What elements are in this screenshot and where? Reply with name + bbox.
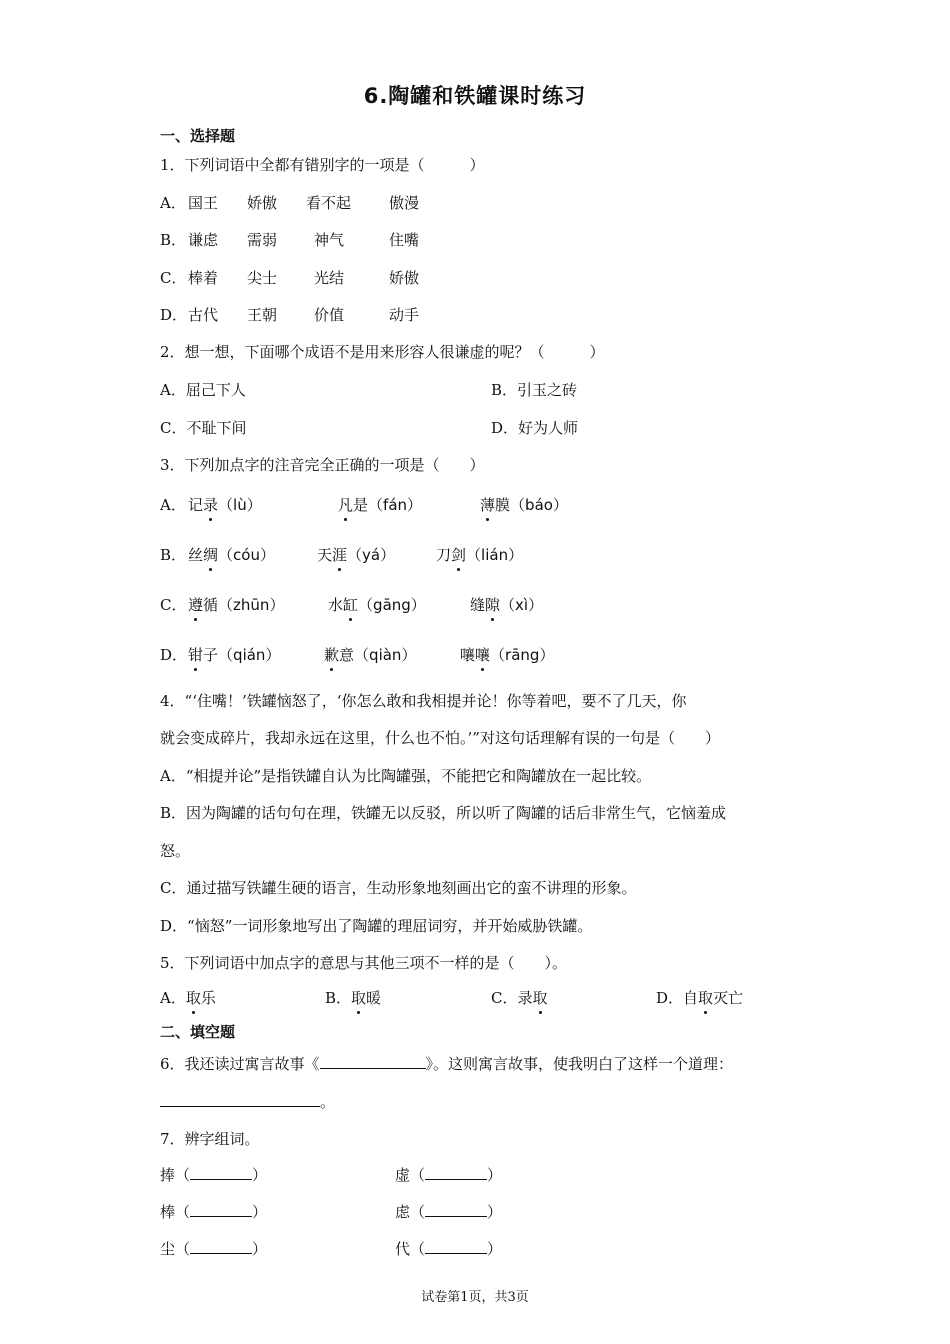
option-b (160, 230, 860, 250)
question-6: 6．我还读过寓言故事《 》。这则寓言故事，使我明白了这样一个道理： (160, 1055, 734, 1073)
pinyin-item: 凡是（fán） (338, 496, 423, 514)
option-word: 傲漫 (389, 194, 420, 212)
option-word: 光结 (314, 269, 345, 287)
option-letter: D． (160, 306, 188, 324)
option-word: 国王 (188, 194, 219, 212)
option-word: 尖士 (247, 269, 278, 287)
question-4-stem-line2: 就会变成碎片，我却永远在这里，什么也不怕。’”对这句话理解有误的一句是（ ） (160, 729, 720, 747)
answer-blank[interactable] (425, 1239, 487, 1254)
option-letter: C． (160, 596, 187, 614)
option-word: 需弱 (247, 231, 278, 249)
pinyin-item: 丝绸（cóu） (188, 546, 275, 564)
answer-blank[interactable] (160, 1092, 320, 1107)
pinyin-item: 钳子（qián） (188, 646, 281, 664)
pinyin-item: 缝隙（xì） (470, 596, 544, 614)
option-d: D．好为人师 (491, 419, 579, 437)
pinyin-item: 遵循（zhūn） (188, 596, 285, 614)
question-3-stem: 3．下列加点字的注音完全正确的一项是（ ） (160, 456, 485, 474)
answer-blank[interactable] (190, 1239, 252, 1254)
option-letter: C． (160, 269, 187, 287)
option-c (160, 595, 860, 617)
option-letter: A． (160, 496, 186, 514)
question-7-stem: 7．辨字组词。 (160, 1130, 260, 1148)
option-word: 价值 (314, 306, 345, 324)
option-b: B．取暖 (325, 989, 382, 1007)
answer-blank[interactable] (190, 1165, 252, 1180)
option-word: 棒着 (188, 269, 219, 287)
option-word: 谦虑 (188, 231, 219, 249)
option-b-line2: 怒。 (160, 842, 191, 860)
option-a: A．取乐 (160, 989, 216, 1007)
option-letter: B． (160, 231, 187, 249)
option-b (160, 545, 860, 567)
option-c: C．通过描写铁罐生硬的语言，生动形象地刻画出它的蛮不讲理的形象。 (160, 879, 637, 897)
answer-blank[interactable] (320, 1054, 426, 1069)
word-group-item: 捧（ ） (160, 1166, 268, 1184)
word-group-item: 棒（ ） (160, 1203, 268, 1221)
option-word: 动手 (389, 306, 420, 324)
word-group-item: 代（ ） (395, 1240, 503, 1258)
option-b: B．引玉之砖 (491, 381, 578, 399)
option-c: C．录取 (491, 989, 548, 1007)
section-heading-fill: 二、填空题 (160, 1023, 236, 1041)
pinyin-item: 刀剑（lián） (436, 546, 524, 564)
pinyin-item: 嚷嚷（rāng） (460, 646, 555, 664)
option-a: A．“相提并论”是指铁罐自认为比陶罐强，不能把它和陶罐放在一起比较。 (160, 767, 652, 785)
option-d: D．自取灭亡 (656, 989, 744, 1007)
option-letter: B． (160, 546, 187, 564)
page-title: 6.陶罐和铁罐课时练习 (363, 84, 587, 108)
option-d: D．“恼怒”一词形象地写出了陶罐的理屈词穷，并开始威胁铁罐。 (160, 917, 593, 935)
question-5-stem: 5．下列词语中加点字的意思与其他三项不一样的是（ ）。 (160, 954, 568, 972)
option-word: 古代 (188, 306, 219, 324)
word-group-item: 尘（ ） (160, 1240, 268, 1258)
option-a: A．屈己下人 (160, 381, 246, 399)
section-heading-choice: 一、选择题 (160, 127, 236, 145)
option-word: 娇傲 (389, 269, 420, 287)
word-group-item: 虚（ ） (395, 1166, 503, 1184)
answer-blank[interactable] (425, 1202, 487, 1217)
question-2-stem: 2．想一想，下面哪个成语不是用来形容人很谦虚的呢？（ ） (160, 343, 605, 361)
option-word: 住嘴 (389, 231, 420, 249)
word-group-item: 虑（ ） (395, 1203, 503, 1221)
pinyin-item: 天涯（yá） (317, 546, 396, 564)
option-word: 神气 (314, 231, 345, 249)
page-footer: 试卷第1页，共3页 (421, 1290, 529, 1305)
answer-blank[interactable] (425, 1165, 487, 1180)
option-word: 王朝 (247, 306, 278, 324)
option-word: 娇傲 (247, 194, 278, 212)
pinyin-item: 记录（lù） (188, 496, 262, 514)
pinyin-item: 歉意（qiàn） (324, 646, 417, 664)
option-letter: A． (160, 194, 186, 212)
option-a (160, 193, 860, 213)
question-4-stem-line1: 4．“‘住嘴！’铁罐恼怒了，‘你怎么敢和我相提并论！你等着吧，要不了几天，你 (160, 692, 687, 710)
pinyin-item: 薄膜（báo） (480, 496, 568, 514)
pinyin-item: 水缸（gāng） (328, 596, 426, 614)
option-letter: D． (160, 646, 188, 664)
option-c (160, 268, 860, 288)
answer-blank[interactable] (190, 1202, 252, 1217)
option-d (160, 305, 860, 325)
question-1-stem: 1．下列词语中全都有错别字的一项是（ ） (160, 156, 485, 174)
question-6-answer-line: 。 (160, 1092, 335, 1112)
option-a (160, 495, 860, 517)
option-word: 看不起 (306, 194, 352, 212)
option-c: C．不耻下间 (160, 419, 247, 437)
option-d (160, 645, 860, 667)
option-b-line1: B．因为陶罐的话句句在理，铁罐无以反驳，所以听了陶罐的话后非常生气，它恼羞成 (160, 804, 727, 822)
